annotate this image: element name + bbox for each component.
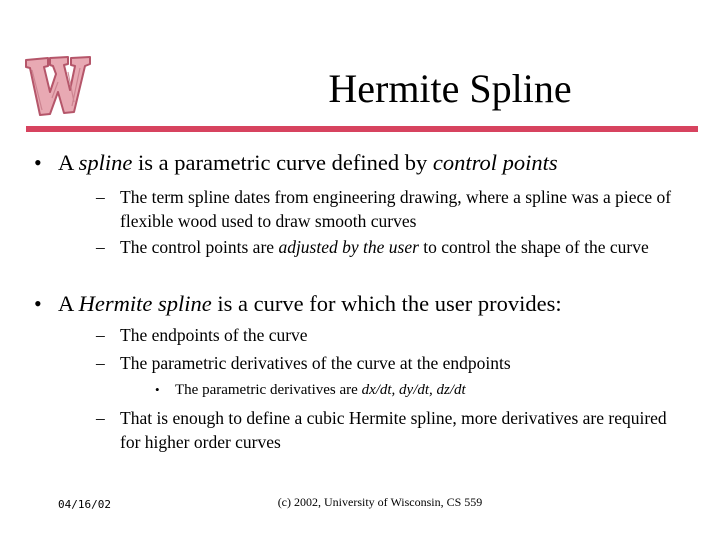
- university-w-logo: [22, 52, 94, 120]
- footer-credit: (c) 2002, University of Wisconsin, CS 559: [277, 495, 483, 509]
- dash-marker-icon: –: [96, 325, 105, 345]
- title-divider: [26, 126, 698, 132]
- sub-bullet-cubic-hermite: – That is enough to define a cubic Hermite spline, more derivatives are required for higher order curves: [96, 408, 667, 452]
- sub-sub-bullet-derivative-forms: • The parametric derivatives are dx/dt, dy/dt, dz/dt: [155, 382, 466, 398]
- bullet-hermite-definition: • A Hermite spline is a curve for which the user provides:: [34, 291, 562, 316]
- dash-marker-icon: –: [96, 237, 105, 257]
- sub-bullet-derivatives: – The parametric derivatives of the curve at the endpoints: [96, 353, 511, 373]
- bullet-spline-definition: • A spline is a parametric curve defined by control points: [34, 150, 558, 175]
- sub-bullet-spline-history: – The term spline dates from engineering drawing, where a spline was a piece of flexible wood used to draw smooth curves: [96, 187, 672, 231]
- footer-date: 04/16/02: [58, 498, 111, 511]
- sub-bullet-control-points: – The control points are adjusted by the user to control the shape of the curve: [96, 237, 649, 257]
- dash-marker-icon: –: [96, 353, 105, 373]
- bullet-dot-icon: •: [34, 150, 42, 175]
- sub-bullet-endpoints: – The endpoints of the curve: [96, 325, 308, 345]
- dash-marker-icon: –: [96, 187, 105, 207]
- small-bullet-dot-icon: •: [155, 382, 160, 397]
- dash-marker-icon: –: [96, 408, 105, 428]
- slide-title: Hermite Spline: [328, 66, 572, 111]
- bullet-dot-icon: •: [34, 291, 42, 316]
